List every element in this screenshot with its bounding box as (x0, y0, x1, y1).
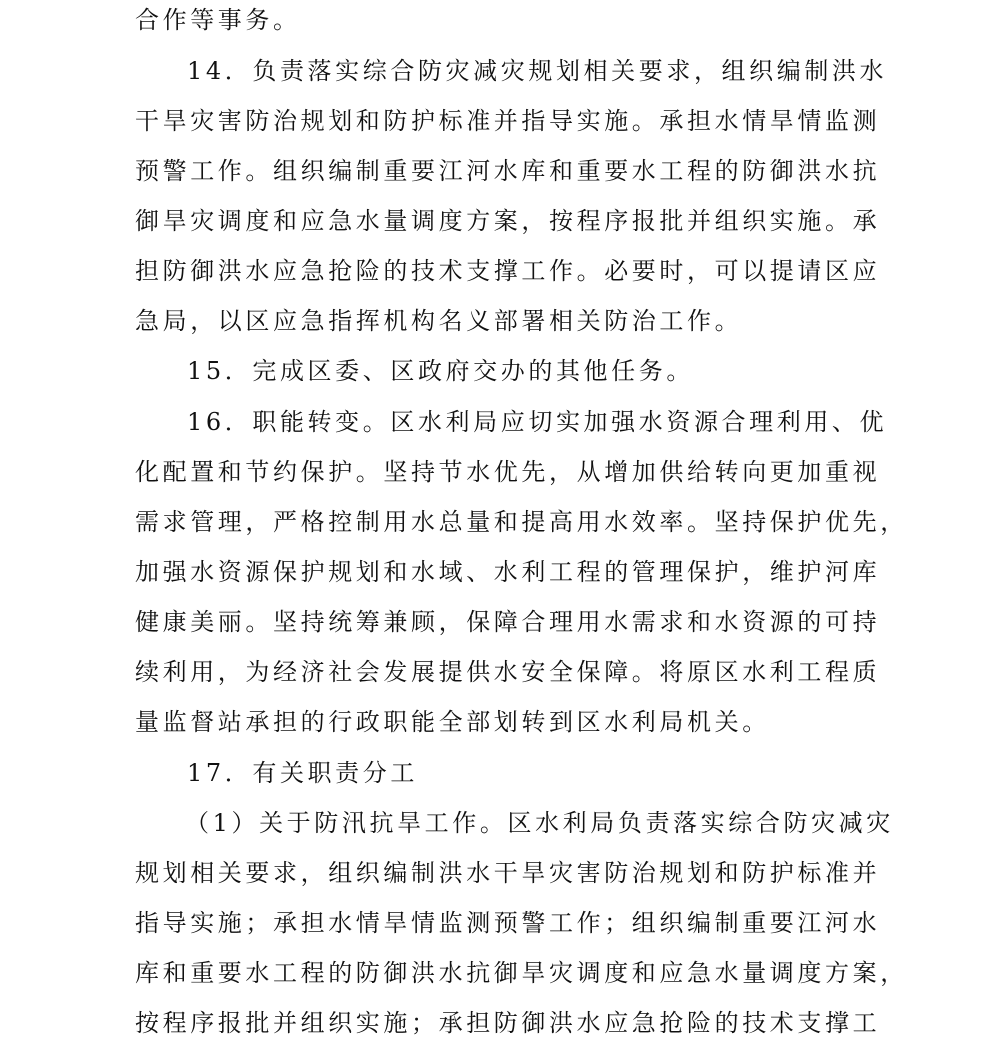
text-line-11: 需求管理，严格控制用水总量和提高用水效率。坚持保护优先， (135, 508, 908, 536)
text-line-2: 14．负责落实综合防灾减灾规划相关要求，组织编制洪水 (187, 57, 888, 85)
text-line-8: 15．完成区委、区政府交办的其他任务。 (187, 357, 694, 385)
text-line-3: 干旱灾害防治规划和防护标准并指导实施。承担水情旱情监测 (135, 107, 881, 135)
text-line-20: 库和重要水工程的防御洪水抗御旱灾调度和应急水量调度方案， (135, 959, 908, 987)
text-line-5: 御旱灾调度和应急水量调度方案，按程序报批并组织实施。承 (135, 207, 881, 235)
text-line-12: 加强水资源保护规划和水域、水利工程的管理保护，维护河库 (135, 558, 881, 586)
text-line-19: 指导实施；承担水情旱情监测预警工作；组织编制重要江河水 (135, 909, 881, 937)
text-line-21: 按程序报批并组织实施；承担防御洪水应急抢险的技术支撑工 (135, 1009, 881, 1037)
text-line-13: 健康美丽。坚持统筹兼顾，保障合理用水需求和水资源的可持 (135, 608, 881, 636)
text-line-10: 化配置和节约保护。坚持节水优先，从增加供给转向更加重视 (135, 458, 881, 486)
text-line-16: 17．有关职责分工 (187, 759, 418, 787)
text-line-14: 续利用，为经济社会发展提供水安全保障。将原区水利工程质 (135, 658, 881, 686)
text-line-18: 规划相关要求，组织编制洪水干旱灾害防治规划和防护标准并 (135, 859, 881, 887)
text-line-6: 担防御洪水应急抢险的技术支撑工作。必要时，可以提请区应 (135, 257, 881, 285)
text-line-17: （1）关于防汛抗旱工作。区水利局负责落实综合防灾减灾 (185, 809, 894, 837)
text-line-4: 预警工作。组织编制重要江河水库和重要水工程的防御洪水抗 (135, 157, 881, 185)
text-line-1: 合作等事务。 (135, 6, 301, 34)
text-line-15: 量监督站承担的行政职能全部划转到区水利局机关。 (135, 708, 770, 736)
text-line-9: 16．职能转变。区水利局应切实加强水资源合理利用、优 (187, 408, 888, 436)
text-line-7: 急局，以区应急指挥机构名义部署相关防治工作。 (135, 307, 743, 335)
